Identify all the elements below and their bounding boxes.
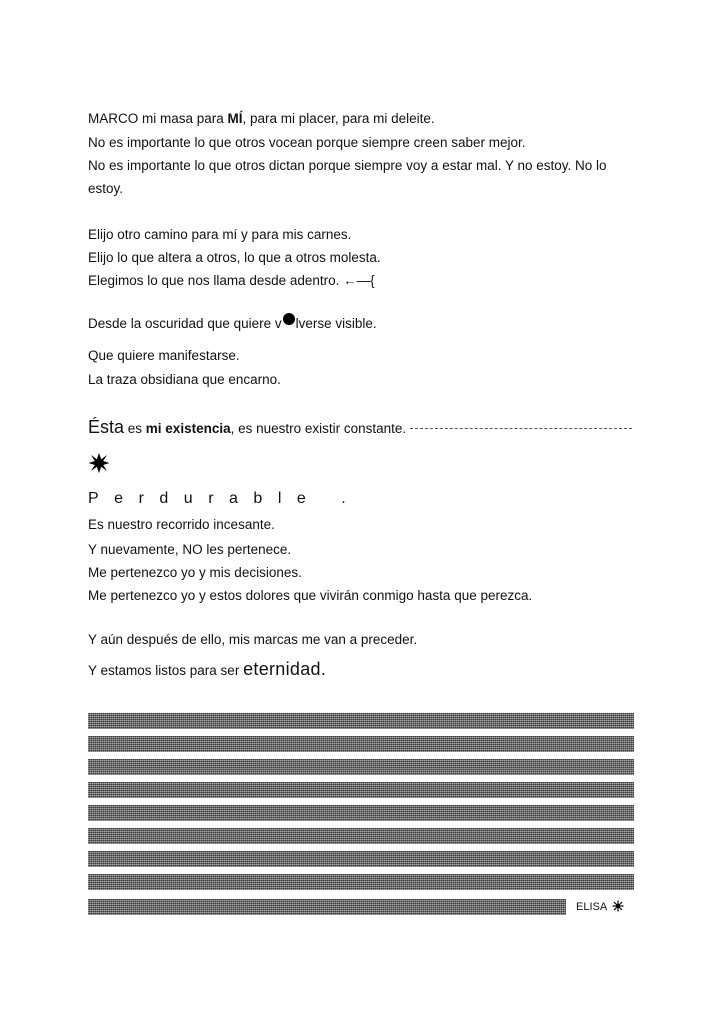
text-segment: MARCO mi masa para xyxy=(88,111,228,126)
line-elegimos: Elegimos lo que nos llama desde adentro. ←—{ xyxy=(88,273,375,288)
line-decisiones: Me pertenezco yo y mis decisiones. xyxy=(88,565,302,580)
line-obsidiana: La traza obsidiana que encarno. xyxy=(88,372,281,387)
line-dolores: Me pertenezco yo y estos dolores que vivirán conmigo hasta que perezca. xyxy=(88,588,533,603)
text-segment: Y estamos listos para ser xyxy=(88,663,244,678)
dotted-line xyxy=(410,427,632,429)
text-segment: , para mi placer, para mi deleite. xyxy=(242,111,435,126)
bold-mi-existencia: mi existencia xyxy=(145,421,231,436)
line-dictan: No es importante lo que otros dictan porque siempre voy a estar mal. Y no estoy. No lo xyxy=(88,158,607,173)
large-word-esta: Ésta xyxy=(88,417,125,437)
text-segment: , es nuestro existir constante. xyxy=(230,421,407,436)
line-estoy: estoy. xyxy=(88,181,124,196)
bold-mi: MÍ xyxy=(227,111,243,126)
line-manifestarse: Que quiere manifestarse. xyxy=(88,348,240,363)
line-eternidad xyxy=(88,660,326,680)
redaction-bar xyxy=(88,782,634,798)
signature xyxy=(576,900,624,914)
line-vocean: No es importante lo que otros vocean porque siempre creen saber mejor. xyxy=(88,135,526,150)
line-existencia xyxy=(88,418,632,438)
text-segment: lverse visible. xyxy=(295,316,377,331)
redaction-bar xyxy=(88,805,634,821)
line-marcas: Y aún después de ello, mis marcas me van a preceder. xyxy=(88,632,418,647)
redaction-bar xyxy=(88,736,634,752)
signature-name: ELISA xyxy=(576,901,608,913)
redaction-bar xyxy=(88,828,634,844)
line-nuevamente: Y nuevamente, NO les pertenece. xyxy=(88,542,292,557)
line-marco xyxy=(88,110,435,128)
large-word-eternidad: eternidad. xyxy=(243,659,327,679)
redaction-bar xyxy=(88,899,566,915)
title-perdurable: Perdurable . xyxy=(88,490,362,507)
black-dot-icon xyxy=(283,313,295,325)
redaction-bar xyxy=(88,713,634,729)
redaction-bar xyxy=(88,874,634,890)
redaction-bar xyxy=(88,851,634,867)
line-oscuridad xyxy=(88,313,377,333)
text-segment: Desde la oscuridad que quiere v xyxy=(88,316,282,331)
line-recorrido: Es nuestro recorrido incesante. xyxy=(88,517,275,532)
line-elijo-altera: Elijo lo que altera a otros, lo que a otros molesta. xyxy=(88,250,381,265)
small-star-icon xyxy=(612,900,624,912)
line-elijo-camino: Elijo otro camino para mí y para mis carnes. xyxy=(88,227,352,242)
redaction-bar xyxy=(88,759,634,775)
text-segment: es xyxy=(124,421,146,436)
burst-star-icon xyxy=(88,452,110,474)
